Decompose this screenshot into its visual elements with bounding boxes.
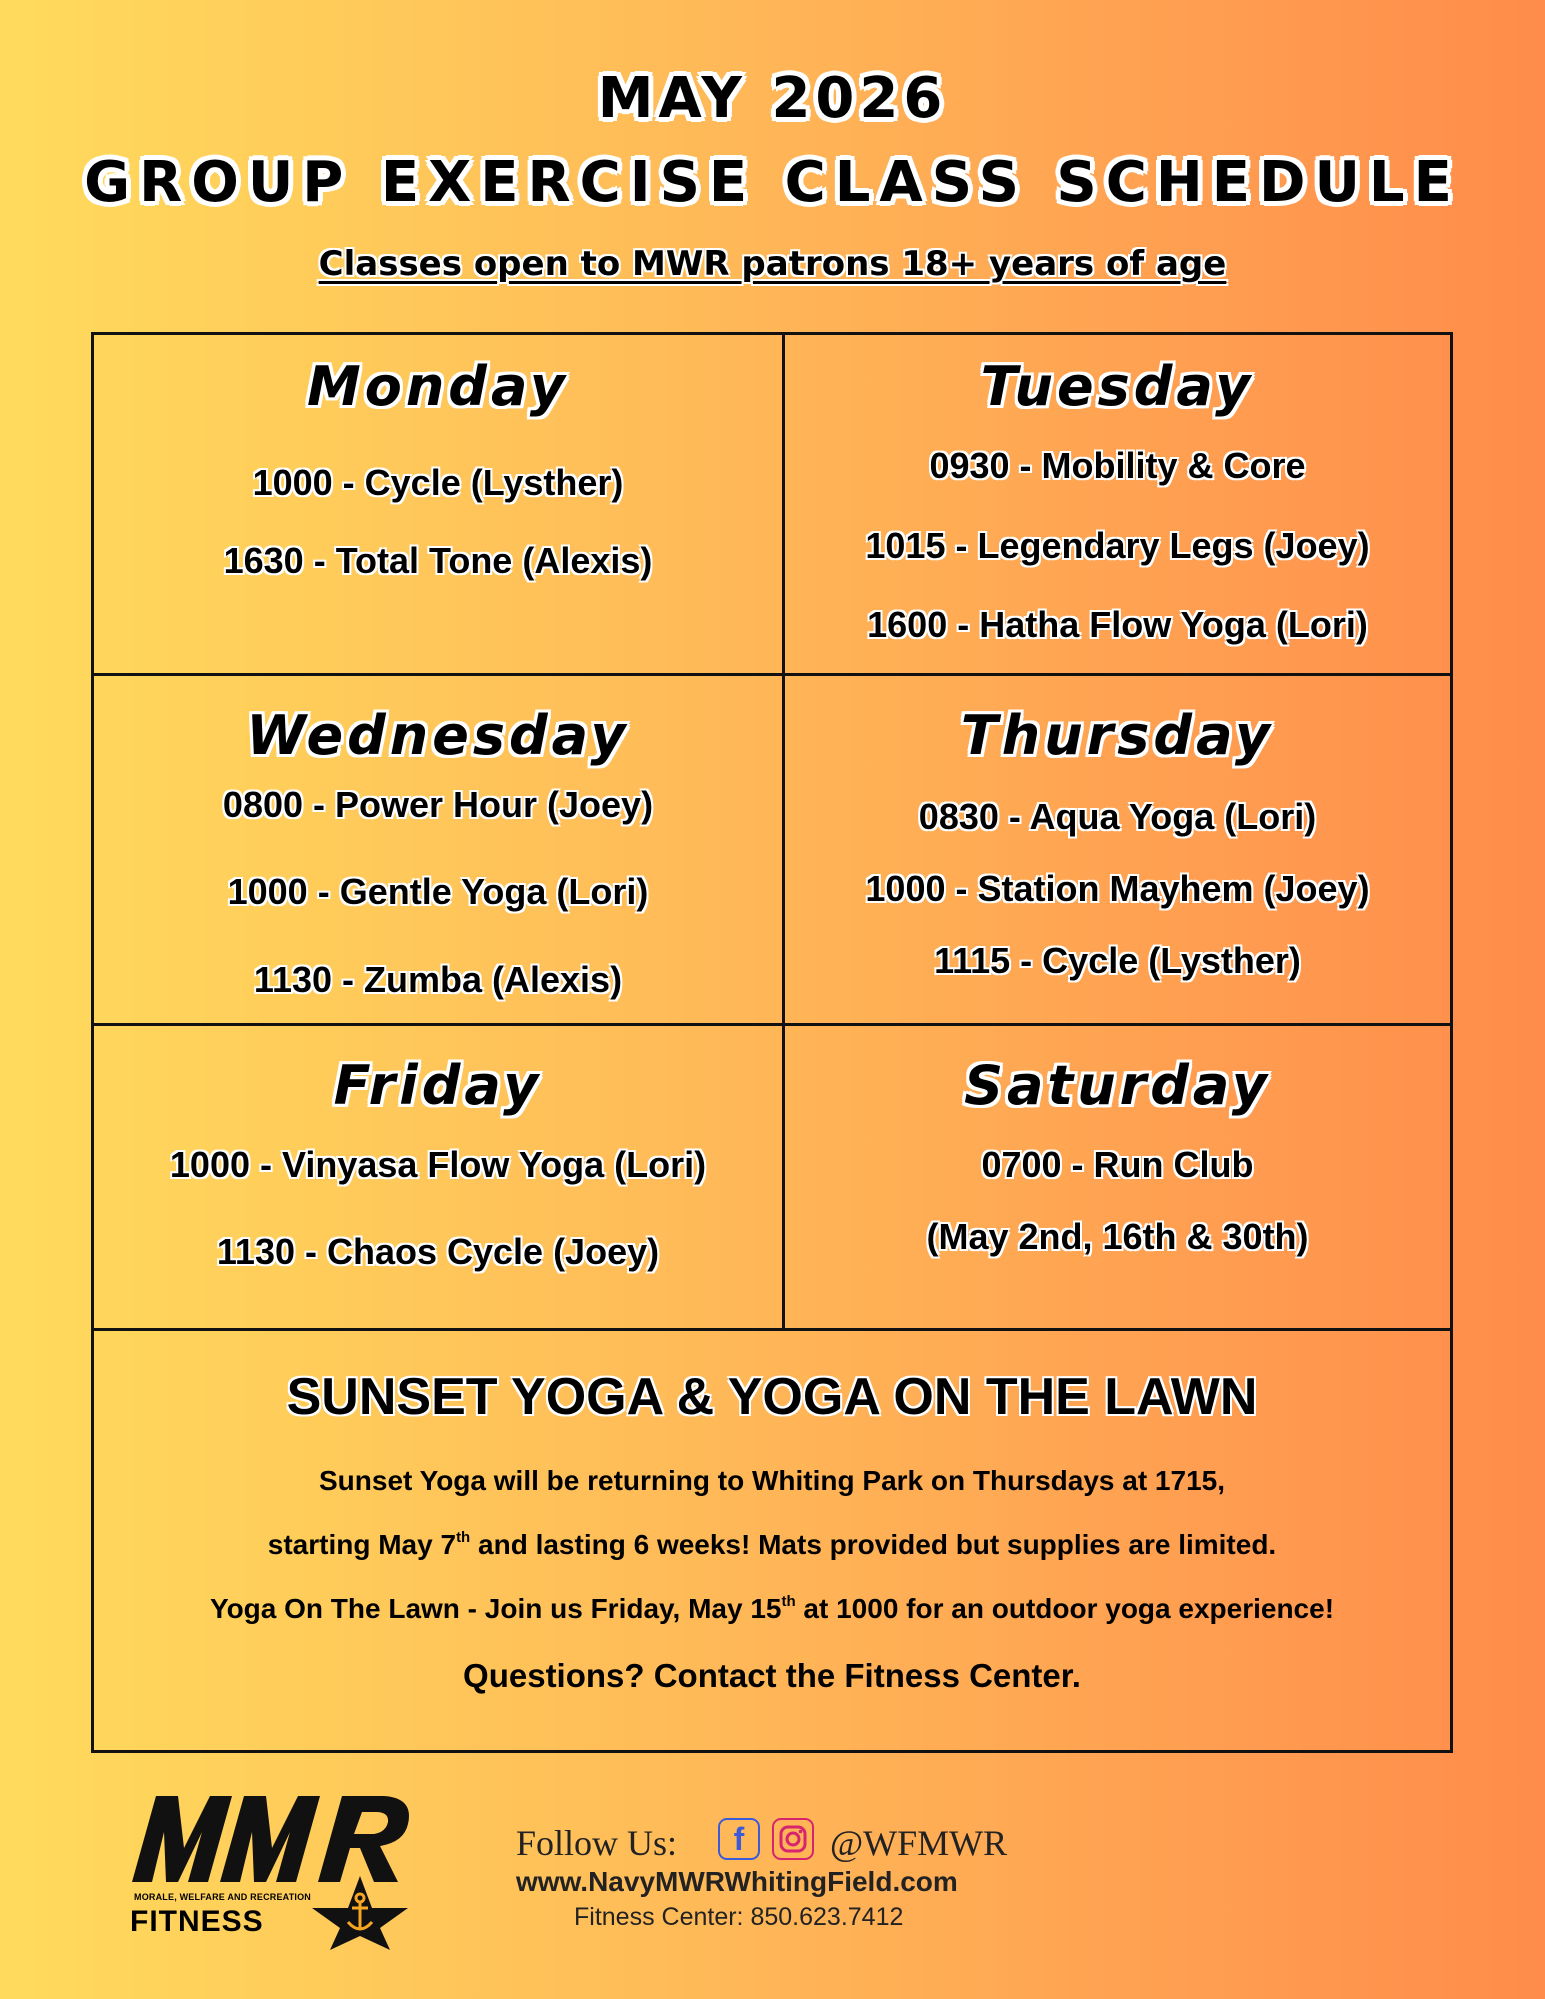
class-entry: 1130 - Zumba (Alexis) bbox=[253, 959, 623, 1000]
instagram-glyph bbox=[774, 1820, 812, 1858]
tuesday-cell bbox=[785, 335, 1450, 673]
monday-cell bbox=[94, 335, 782, 673]
class-entry: 1130 - Chaos Cycle (Joey) bbox=[216, 1231, 660, 1272]
sunset-yoga-panel bbox=[94, 1331, 1450, 1750]
class-entry: 1000 - Gentle Yoga (Lori) bbox=[227, 871, 649, 912]
saturday-cell bbox=[785, 1026, 1450, 1328]
schedule-grid bbox=[91, 332, 1453, 1753]
yoga-on-the-lawn-line: Yoga On The Lawn - Join us Friday, May 15th at 1000 for an outdoor yoga experience! bbox=[209, 1593, 1335, 1624]
title-month: MAY 2026 bbox=[597, 66, 948, 131]
phone-number: Fitness Center: 850.623.7412 bbox=[574, 1903, 904, 1931]
social-handle[interactable]: @WFMWR bbox=[830, 1823, 1008, 1863]
facebook-icon[interactable]: f bbox=[718, 1818, 760, 1860]
day-heading: Thursday bbox=[960, 704, 1275, 767]
thursday-cell bbox=[785, 676, 1450, 1023]
title-schedule: GROUP EXERCISE CLASS SCHEDULE bbox=[84, 150, 1461, 215]
day-heading: Tuesday bbox=[980, 355, 1255, 418]
sunset-yoga-line-2: starting May 7th and lasting 6 weeks! Mats provided but supplies are limited. bbox=[267, 1529, 1277, 1560]
instagram-icon[interactable] bbox=[772, 1818, 814, 1860]
questions-contact: Questions? Contact the Fitness Center. bbox=[463, 1657, 1081, 1694]
class-entry: 1000 - Vinyasa Flow Yoga (Lori) bbox=[169, 1144, 707, 1185]
logo-subtext: MORALE, WELFARE AND RECREATION bbox=[134, 1892, 311, 1902]
class-entry: 1630 - Total Tone (Alexis) bbox=[223, 540, 653, 581]
day-heading: Saturday bbox=[964, 1054, 1271, 1117]
class-entry: 0700 - Run Club bbox=[981, 1144, 1254, 1185]
subtitle-eligibility: Classes open to MWR patrons 18+ years of age bbox=[318, 244, 1227, 284]
class-entry: 1115 - Cycle (Lysther) bbox=[934, 940, 1301, 981]
wednesday-cell bbox=[94, 676, 782, 1023]
day-heading: Monday bbox=[307, 355, 569, 418]
class-entry: 1000 - Station Mayhem (Joey) bbox=[865, 868, 1370, 909]
class-entry: (May 2nd, 16th & 30th) bbox=[926, 1216, 1309, 1257]
day-heading: Wednesday bbox=[246, 704, 630, 767]
website-link[interactable]: www.NavyMWRWhitingField.com bbox=[516, 1866, 958, 1897]
logo-fitness-text: FITNESS bbox=[130, 1905, 264, 1938]
friday-cell bbox=[94, 1026, 782, 1328]
class-entry: 1600 - Hatha Flow Yoga (Lori) bbox=[867, 604, 1368, 645]
class-entry: 0830 - Aqua Yoga (Lori) bbox=[918, 796, 1317, 837]
class-entry: 0930 - Mobility & Core bbox=[929, 445, 1306, 486]
day-heading: Friday bbox=[333, 1054, 543, 1117]
follow-us-label: Follow Us: bbox=[516, 1823, 678, 1863]
class-entry: 1000 - Cycle (Lysther) bbox=[252, 462, 624, 503]
class-entry: 0800 - Power Hour (Joey) bbox=[222, 784, 654, 825]
sunset-yoga-title: SUNSET YOGA & YOGA ON THE LAWN bbox=[286, 1368, 1258, 1426]
sunset-yoga-line-1: Sunset Yoga will be returning to Whiting Park on Thursdays at 1715, bbox=[318, 1465, 1225, 1496]
class-entry: 1015 - Legendary Legs (Joey) bbox=[865, 525, 1370, 566]
